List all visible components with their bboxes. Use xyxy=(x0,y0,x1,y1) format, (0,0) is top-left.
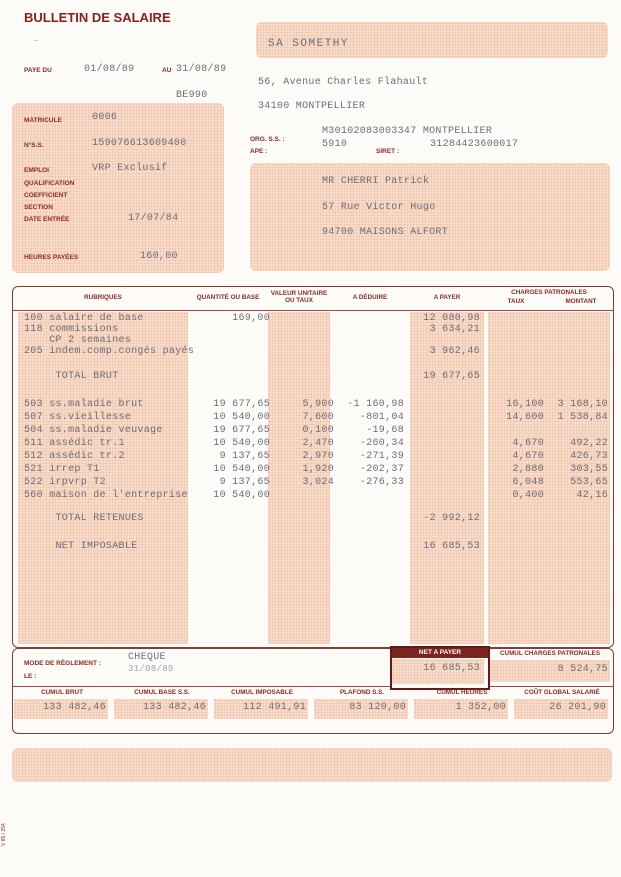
cell-pay: 3 962,46 xyxy=(429,346,480,357)
mode-reglement-label: MODE DE RÈGLEMENT : xyxy=(24,660,101,667)
period-to: 31/08/89 xyxy=(176,64,227,75)
ape-value: 5910 xyxy=(322,139,348,150)
cell-val: 2,970 xyxy=(302,451,334,462)
matricule-label: MATRICULE xyxy=(24,117,62,124)
cell-qte: 10 540,00 xyxy=(213,464,270,475)
cell-rub: TOTAL RETENUES xyxy=(24,513,144,524)
cumul-label: CUMUL BRUT xyxy=(41,689,83,696)
cell-rub: CP 2 semaines xyxy=(24,335,132,346)
cumul-value: 133 482,46 xyxy=(42,702,106,713)
le-value: 31/08/89 xyxy=(128,664,174,674)
cell-val: 2,470 xyxy=(302,438,334,449)
period-from: 01/08/89 xyxy=(84,64,135,75)
cell-qte: 169,00 xyxy=(232,313,270,324)
cumuls-row xyxy=(12,688,612,732)
cell-val: 3,024 xyxy=(302,477,334,488)
cell-ded: -202,37 xyxy=(359,464,404,475)
table-header-divider xyxy=(13,310,613,311)
au-label: AU xyxy=(162,67,172,74)
org-ss-label: ORG. S.S. : xyxy=(250,136,285,143)
period-ref: BE990 xyxy=(176,90,208,101)
employer-name: SA SOMETHY xyxy=(268,38,350,50)
cell-rub: 507 ss.vieillesse xyxy=(24,412,132,423)
cell-rub: 511 assédic tr.1 xyxy=(24,438,125,449)
cell-rub: 522 irpvrp T2 xyxy=(24,477,106,488)
cumul-label: CUMUL HEURES xyxy=(436,689,488,696)
side-code: V 85 / 254 xyxy=(1,823,7,846)
footer-divider xyxy=(13,686,613,687)
header-payer: A PAYER xyxy=(433,294,461,301)
cell-qte: 10 540,00 xyxy=(213,438,270,449)
cell-qte: 19 677,65 xyxy=(213,425,270,436)
bottom-band xyxy=(12,748,612,782)
cell-rub: 205 indem.comp.congés payés xyxy=(24,346,195,357)
payee-du-label: PAYE DU xyxy=(24,67,52,74)
cumul-label: CUMUL IMPOSABLE xyxy=(231,689,293,696)
recipient-address2: 94700 MAISONS ALFORT xyxy=(322,227,449,238)
coefficient-label: COEFFICIENT xyxy=(24,192,68,199)
header-quantite: QUANTITÉ OU BASE xyxy=(196,294,260,301)
cell-qte: 9 137,65 xyxy=(219,477,270,488)
recipient-address1: 57 Rue Victor Hugo xyxy=(322,202,436,213)
employee-box xyxy=(12,103,224,273)
header-montant: MONTANT xyxy=(565,298,597,305)
cell-mont: 492,22 xyxy=(570,438,608,449)
header-valeur: VALEUR UNITAIRE OU TAUX xyxy=(270,290,328,304)
cell-qte: 9 137,65 xyxy=(219,451,270,462)
cell-ded: -19,68 xyxy=(366,425,404,436)
cell-ded: -276,33 xyxy=(359,477,404,488)
date-entree-value: 17/07/84 xyxy=(128,213,179,224)
cell-pay: 16 685,53 xyxy=(423,541,480,552)
cell-taux: 14,600 xyxy=(506,412,544,423)
header-deduire: A DÉDUIRE xyxy=(352,294,388,301)
cumul-label: CUMUL BASE S.S. xyxy=(134,689,190,696)
cumul-value: 83 120,00 xyxy=(349,702,406,713)
heures-value: 160,00 xyxy=(140,251,178,262)
nss-value: 159076613609400 xyxy=(92,138,187,149)
cell-rub: 504 ss.maladie veuvage xyxy=(24,425,163,436)
cell-rub: 100 salaire de base xyxy=(24,313,144,324)
ape-label: APE : xyxy=(250,148,268,155)
header-charges: CHARGES PATRONALES xyxy=(511,289,587,296)
cell-taux: 4,670 xyxy=(512,451,544,462)
cell-mont: 553,65 xyxy=(570,477,608,488)
cell-mont: 3 168,10 xyxy=(557,399,608,410)
document-title: BULLETIN DE SALAIRE xyxy=(24,10,171,25)
cumul-charges-value: 8 524,75 xyxy=(557,664,608,675)
cumul-label: COÛT GLOBAL SALARIÉ xyxy=(524,689,600,696)
cell-mont: 42,16 xyxy=(576,490,608,501)
scratch-mark xyxy=(34,40,38,41)
cell-qte: 10 540,00 xyxy=(213,490,270,501)
cumul-label: PLAFOND S.S. xyxy=(339,689,385,696)
cell-pay: 19 677,65 xyxy=(423,371,480,382)
matricule-value: 0006 xyxy=(92,112,118,123)
recipient-name: MR CHERRI Patrick xyxy=(322,176,430,187)
employer-address2: 34100 MONTPELLIER xyxy=(258,101,366,112)
cell-ded: -801,04 xyxy=(359,412,404,423)
cell-taux: 6,048 xyxy=(512,477,544,488)
date-entree-label: DATE ENTRÉE xyxy=(24,216,70,223)
siret-label: SIRET : xyxy=(376,148,400,155)
recipient-box xyxy=(250,163,610,271)
cell-pay: 12 080,98 xyxy=(423,313,480,324)
cell-rub: 560 maison de l'entreprise xyxy=(24,490,188,501)
cell-ded: -271,39 xyxy=(359,451,404,462)
nss-label: N°S.S. xyxy=(24,142,44,149)
qualification-label: QUALIFICATION xyxy=(24,180,75,187)
cell-rub: 503 ss.maladie brut xyxy=(24,399,144,410)
emploi-value: VRP Exclusif xyxy=(92,163,168,174)
heures-label: HEURES PAYÉES xyxy=(24,254,79,261)
cell-taux: 0,400 xyxy=(512,490,544,501)
net-a-payer-label: NET A PAYER xyxy=(392,648,488,658)
cell-val: 0,100 xyxy=(302,425,334,436)
mode-reglement-value: CHEQUE xyxy=(128,652,166,663)
cell-qte: 19 677,65 xyxy=(213,399,270,410)
cell-rub: 521 irrep T1 xyxy=(24,464,100,475)
cell-rub: TOTAL BRUT xyxy=(24,371,119,382)
cumul-value: 1 352,00 xyxy=(455,702,506,713)
cell-mont: 426,73 xyxy=(570,451,608,462)
cell-mont: 303,55 xyxy=(570,464,608,475)
cell-taux: 4,670 xyxy=(512,438,544,449)
section-label: SECTION xyxy=(24,204,53,211)
cumul-value: 26 201,90 xyxy=(549,702,606,713)
cell-taux: 16,100 xyxy=(506,399,544,410)
cell-val: 7,600 xyxy=(302,412,334,423)
cell-mont: 1 538,84 xyxy=(557,412,608,423)
cell-rub: NET IMPOSABLE xyxy=(24,541,138,552)
header-taux: TAUX xyxy=(507,298,525,305)
table-body xyxy=(0,313,621,643)
cell-val: 5,900 xyxy=(302,399,334,410)
cumul-value: 112 491,91 xyxy=(242,702,306,713)
cell-val: 1,920 xyxy=(302,464,334,475)
siret-value: 31284423600017 xyxy=(430,139,519,150)
org-ss-value: M30102083003347 MONTPELLIER xyxy=(322,126,493,137)
le-label: LE : xyxy=(24,673,37,680)
cell-qte: 10 540,00 xyxy=(213,412,270,423)
cell-pay: -2 992,12 xyxy=(423,513,480,524)
header-rubriques: RUBRIQUES xyxy=(84,294,122,301)
cell-pay: 3 634,21 xyxy=(429,324,480,335)
cell-rub: 118 commissions xyxy=(24,324,119,335)
net-a-payer-value: 16 685,53 xyxy=(423,663,480,674)
emploi-label: EMPLOI xyxy=(24,167,49,174)
employer-address1: 56, Avenue Charles Flahault xyxy=(258,77,429,88)
cell-taux: 2,880 xyxy=(512,464,544,475)
cell-ded: -260,34 xyxy=(359,438,404,449)
cumul-charges-label: CUMUL CHARGES PATRONALES xyxy=(499,650,601,657)
cell-ded: -1 160,98 xyxy=(347,399,404,410)
cumul-value: 133 482,46 xyxy=(142,702,206,713)
cell-rub: 512 assédic tr.2 xyxy=(24,451,125,462)
